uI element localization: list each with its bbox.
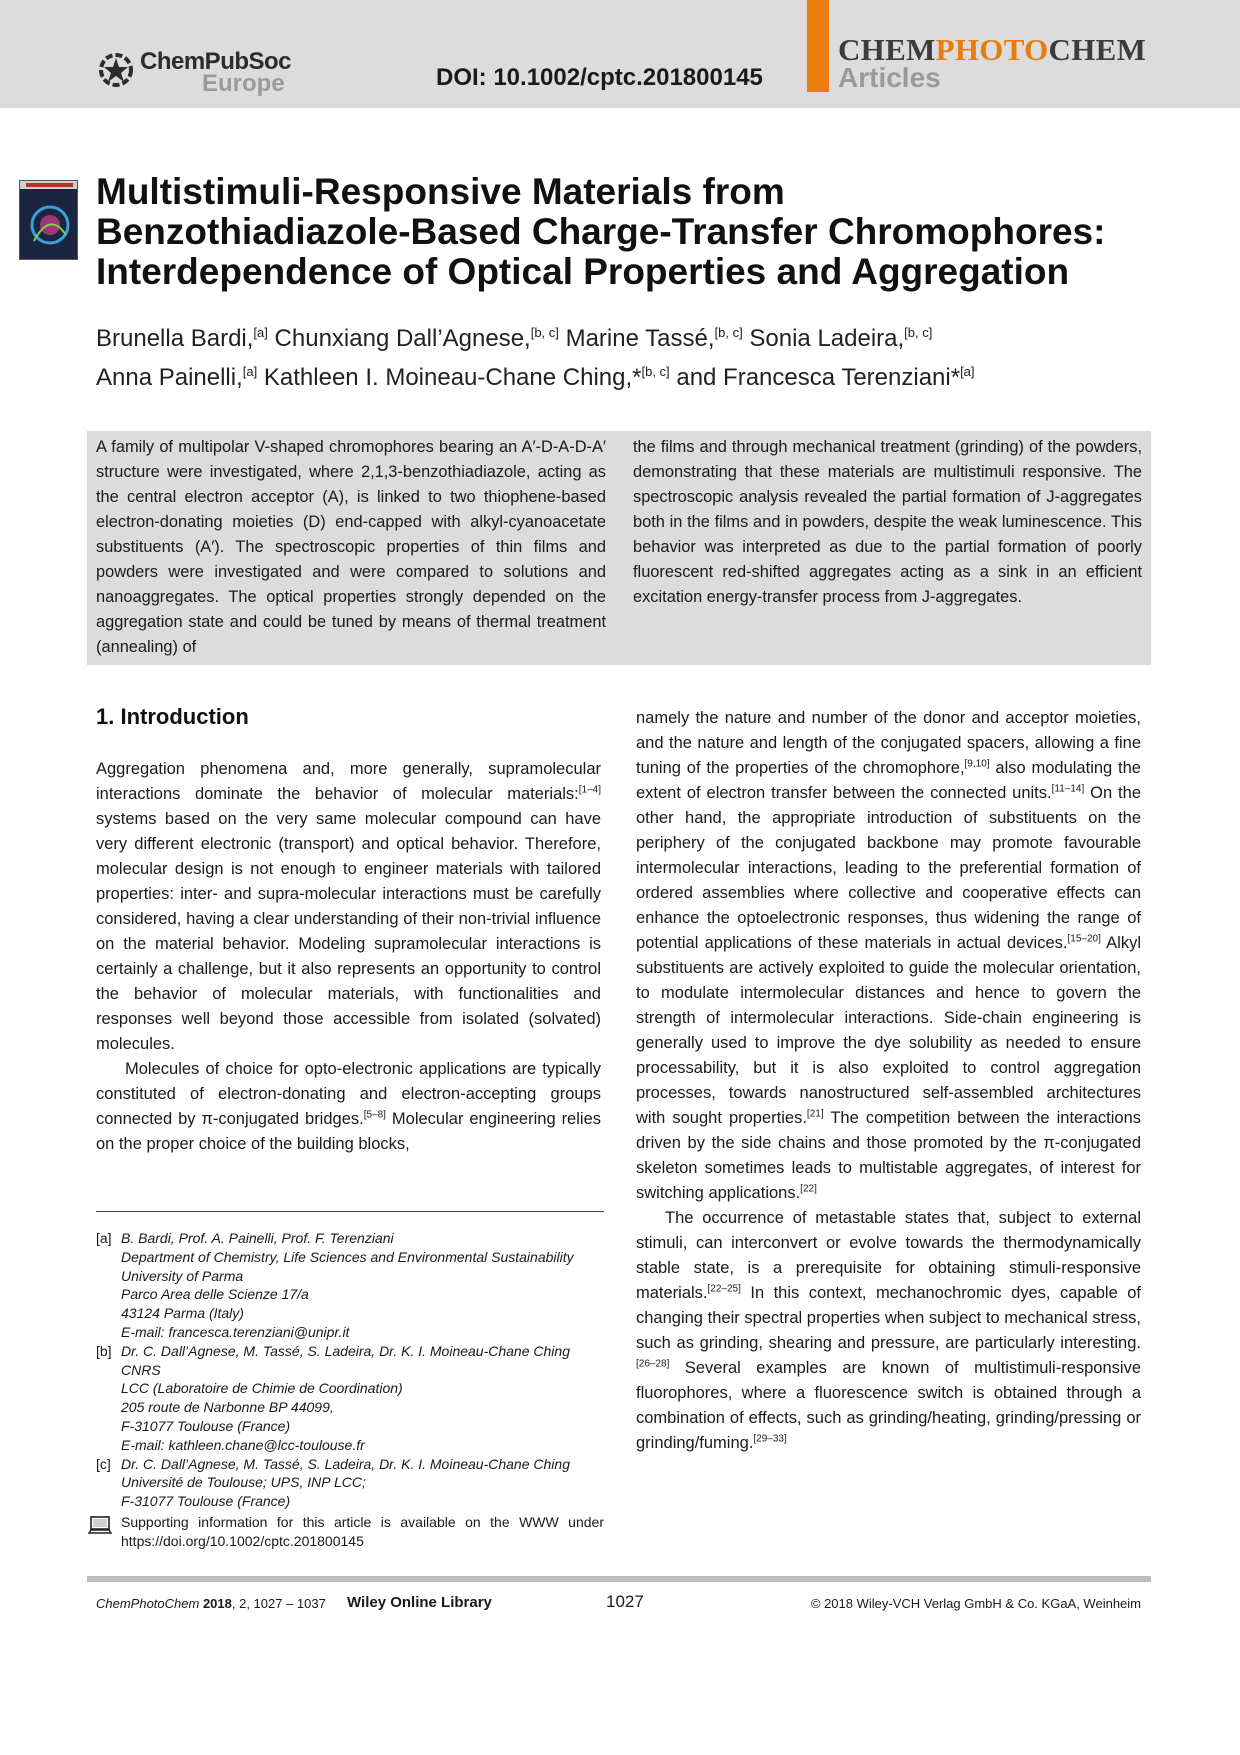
affiliation-line: CNRS <box>121 1361 161 1378</box>
affiliation-line: F-31077 Toulouse (France) <box>121 1417 291 1434</box>
accent-bar <box>807 0 829 92</box>
affiliation-names: B. Bardi, Prof. A. Painelli, Prof. F. Terenziani <box>121 1230 394 1246</box>
citation: [26–28] <box>636 1358 670 1370</box>
supporting-information-text: Supporting information for this article is available on the WWW under https://doi.org/10.1002/cptc.201800145 <box>121 1513 604 1549</box>
affiliation-tag: [c] <box>96 1455 111 1472</box>
author-affiliation: [a] <box>960 364 975 379</box>
abstract-box <box>87 431 1151 665</box>
publisher-region: Europe <box>202 70 285 97</box>
citation: [21] <box>806 1108 824 1120</box>
paragraph: namely the nature and number of the donor and acceptor moieties, and the nature and length of the conjugated spacers, allowing a fine tuning of the properties of the chromophore,[9,10] also modulating the extent of electron transfer between the connected units.[11–14] On the other hand, the appropriate introduction of substituents on the periphery of the conjugated backbone may promote favourable intermolecular interactions, leading to the preferential formation of ordered assemblies where collective and cooperative effects can enhance the optoelectronic responses, thus widening the range of potential applications of these materials in actual devices.[15–20] Alkyl substituents are actively exploited to guide the molecular orientation, to modulate intermolecular distances and hence to govern the strength of intermolecular interactions. Side-chain engineering is generally used to improve the dye solubility as needed to ensure processability, but it is also exploited to control aggregation processes, towards nanostructured self-assembled architectures with sought properties.[21] The competition between the interactions driven by the side chains and those promoted by the π-conjugated skeleton sometimes leads to multistable aggregates, of interest for switching applications.[22] <box>636 709 1141 1202</box>
citation: [15–20] <box>1067 933 1101 945</box>
affiliation-tag: [b] <box>96 1342 112 1359</box>
wiley-online-library-link[interactable]: Wiley Online Library <box>347 1594 492 1611</box>
affiliation-b <box>96 1342 604 1455</box>
author-affiliation: [a] <box>242 364 258 379</box>
affiliation-line: Université de Toulouse; UPS, INP LCC; <box>121 1474 366 1491</box>
affiliation-c <box>96 1455 604 1511</box>
title-line: Interdependence of Optical Properties and Aggregation <box>96 251 1070 292</box>
affiliation-names: Dr. C. Dall’Agnese, M. Tassé, S. Ladeira, Dr. K. I. Moineau-Chane Ching <box>121 1342 570 1359</box>
affiliation-email: E-mail: kathleen.chane@lcc-toulouse.fr <box>121 1436 365 1453</box>
article-title <box>96 172 1136 292</box>
author-name: Marine Tassé, <box>558 325 715 352</box>
publisher-name: ChemPubSoc <box>140 48 292 75</box>
citation: [22–25] <box>707 1283 741 1295</box>
author-name: Anna Painelli, <box>96 364 243 391</box>
author-list <box>96 316 1136 394</box>
affiliation-line: Parco Area delle Scienze 17/a <box>121 1286 309 1303</box>
affiliation-line: 43124 Parma (Italy) <box>121 1305 244 1322</box>
doi-label: DOI: 10.1002/cptc.201800145 <box>436 64 763 91</box>
article-type: Articles <box>838 62 941 93</box>
citation: [1–4] <box>578 784 601 796</box>
author-affiliation: [b, c] <box>641 364 670 379</box>
right-body-column <box>636 706 1141 1456</box>
title-line: Multistimuli-Responsive Materials from <box>96 171 785 212</box>
affiliation-a <box>96 1229 604 1342</box>
author-name: Kathleen I. Moineau-Chane Ching,* <box>257 364 642 391</box>
computer-icon <box>88 1516 112 1536</box>
copyright-notice: © 2018 Wiley-VCH Verlag GmbH & Co. KGaA, Weinheim <box>810 1596 1141 1611</box>
chempubsoc-star-icon <box>96 50 136 90</box>
affiliation-line: University of Parma <box>121 1267 244 1284</box>
journal-name: CHEMPHOTOCHEM <box>838 32 1147 67</box>
author-affiliation: [a] <box>253 325 268 340</box>
chempubsoc-logo <box>96 46 296 97</box>
footer-rule <box>87 1576 1151 1582</box>
citation: [22] <box>800 1183 817 1195</box>
section-heading: 1. Introduction <box>96 704 249 729</box>
author-affiliation: [b, c] <box>530 325 559 340</box>
journal-header <box>0 0 1240 108</box>
affiliation-tag: [a] <box>96 1230 112 1246</box>
paragraph: Molecules of choice for opto-electronic applications are typically constituted of electron-donating and electron-accepting groups connected by π-conjugated bridges.[5–8] Molecular engineering relies on the proper choice of the building blocks, <box>96 1060 601 1153</box>
author-name: Brunella Bardi, <box>96 325 254 352</box>
affiliation-line: Department of Chemistry, Life Sciences and Environmental Sustainability <box>121 1248 574 1265</box>
abstract-left-column: A family of multipolar V-shaped chromophores bearing an A′-D-A-D-A′ structure were investigated, where 2,1,3-benzothiadiazole, acting as the central electron acceptor (A), is linked to two thiophene-based electron-donating moieties (D) end-capped with alkyl-cyanoacetate substituents (A′). The spectroscopic properties of thin films and powders were investigated and were compared to solutions and nanoaggregates. The optical properties strongly depended on the aggregation state and could be tuned by means of thermal treatment (annealing) of <box>96 438 606 656</box>
journal-cover-thumbnail <box>19 180 78 260</box>
citation: [5–8] <box>363 1109 386 1121</box>
affiliation-line: LCC (Laboratoire de Chimie de Coordination) <box>121 1380 403 1397</box>
citation-footer: ChemPhotoChem 2018, 2, 1027 – 1037 <box>96 1596 326 1611</box>
citation: [11–14] <box>1051 783 1085 795</box>
author-name: and Francesca Terenziani* <box>669 364 961 391</box>
author-affiliation: [b, c] <box>714 325 743 340</box>
citation: [29–33] <box>753 1433 787 1445</box>
author-affiliation: [b, c] <box>904 325 933 340</box>
author-name: Chunxiang Dall’Agnese, <box>267 325 531 352</box>
affiliation-line: F-31077 Toulouse (France) <box>121 1493 291 1510</box>
abstract-right-column: the films and through mechanical treatment (grinding) of the powders, demonstrating that these materials are multistimuli responsive. The spectroscopic analysis revealed the partial formation of J-aggregates both in the films and in powders, despite the weak luminescence. This behavior was interpreted as due to the partial formation of poorly fluorescent red-shifted aggregates acting as a sink in an efficient excitation energy-transfer process from J-aggregates. <box>633 438 1142 606</box>
citation: [9,10] <box>964 758 990 770</box>
affiliation-line: 205 route de Narbonne BP 44099, <box>121 1399 334 1416</box>
title-line: Benzothiadiazole-Based Charge-Transfer Chromophores: <box>96 211 1106 252</box>
paragraph: The occurrence of metastable states that, subject to external stimuli, can interconvert or evolve towards the thermodynamically stable state, is a prerequisite for obtaining stimuli-responsive materials.[22–25] In this context, mechanochromic dyes, capable of changing their spectral properties when subject to mechanical stress, such as grinding, shearing and pressure, are particularly interesting.[26–28] Several examples are known of multistimuli-responsive fluorophores, where a fluorescence switch is obtained through a combination of effects, such as grinding/heating, grinding/pressing or grinding/fuming.[29–33] <box>636 1209 1141 1452</box>
author-name: Sonia Ladeira, <box>742 325 905 352</box>
affiliation-email: E-mail: francesca.terenziani@unipr.it <box>121 1323 350 1340</box>
affiliation-names: Dr. C. Dall’Agnese, M. Tassé, S. Ladeira, Dr. K. I. Moineau-Chane Ching <box>121 1455 570 1472</box>
page-number: 1027 <box>606 1592 644 1611</box>
left-body-column <box>96 757 601 1157</box>
paragraph: Aggregation phenomena and, more generally, supramolecular interactions dominate the behavior of molecular materials:[1–4] systems based on the very same molecular compound can have very different electronic (transport) and optical behavior. Therefore, molecular design is not enough to engineer materials with tailored properties: inter- and supra-molecular interactions must be carefully considered, having a clear understanding of their non-trivial influence on the material behavior. Modeling supramolecular interactions is certainly a challenge, but it also represents an opportunity to control the behavior of molecular materials, with functionalities and responses well beyond those accessible from isolated (solvated) molecules. <box>96 760 601 1053</box>
supporting-information-note <box>96 1513 604 1551</box>
affiliations-footnotes <box>96 1229 604 1551</box>
footnote-divider <box>96 1211 604 1212</box>
